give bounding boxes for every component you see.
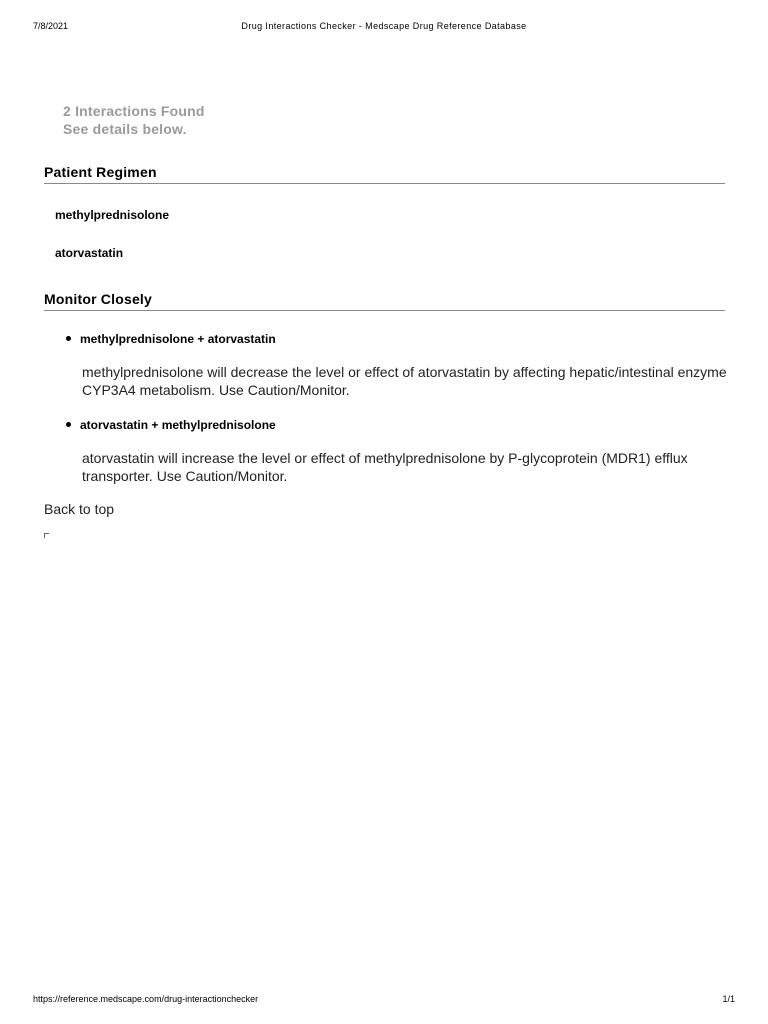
interaction-description: atorvastatin will increase the level or effect of methylprednisolone by P-glycoprotein (MDR1) efflux transporter. Use Caution/Monitor. xyxy=(82,450,688,484)
interaction-title: atorvastatin + methylprednisolone xyxy=(80,418,276,432)
page-number: 1/1 xyxy=(722,994,735,1004)
interactions-found-count: 2 Interactions Found xyxy=(63,103,205,119)
page-url: https://reference.medscape.com/drug-interactionchecker xyxy=(33,994,259,1004)
bullet-icon xyxy=(66,422,71,427)
monitor-closely-heading: Monitor Closely xyxy=(44,290,725,311)
regimen-drug-item: methylprednisolone xyxy=(55,208,170,222)
print-footer xyxy=(33,992,735,1006)
print-date: 7/8/2021 xyxy=(33,21,69,31)
broken-image-icon xyxy=(44,533,49,538)
see-details-text: See details below. xyxy=(63,121,187,137)
interaction-summary xyxy=(63,102,205,138)
print-document-title: Drug Interactions Checker - Medscape Drug Reference Database xyxy=(241,21,527,31)
interaction-description: methylprednisolone will decrease the level or effect of atorvastatin by affecting hepatic/intestinal enzyme CYP3A4 metabolism. Use Caution/Monitor. xyxy=(82,364,727,398)
bullet-icon xyxy=(66,336,71,341)
interaction-item xyxy=(66,418,276,432)
patient-regimen-heading: Patient Regimen xyxy=(44,163,725,184)
print-header xyxy=(33,19,735,33)
interaction-item xyxy=(66,332,276,346)
interaction-title: methylprednisolone + atorvastatin xyxy=(80,332,276,346)
back-to-top-link[interactable]: Back to top xyxy=(44,501,115,517)
regimen-drug-item: atorvastatin xyxy=(55,246,124,260)
